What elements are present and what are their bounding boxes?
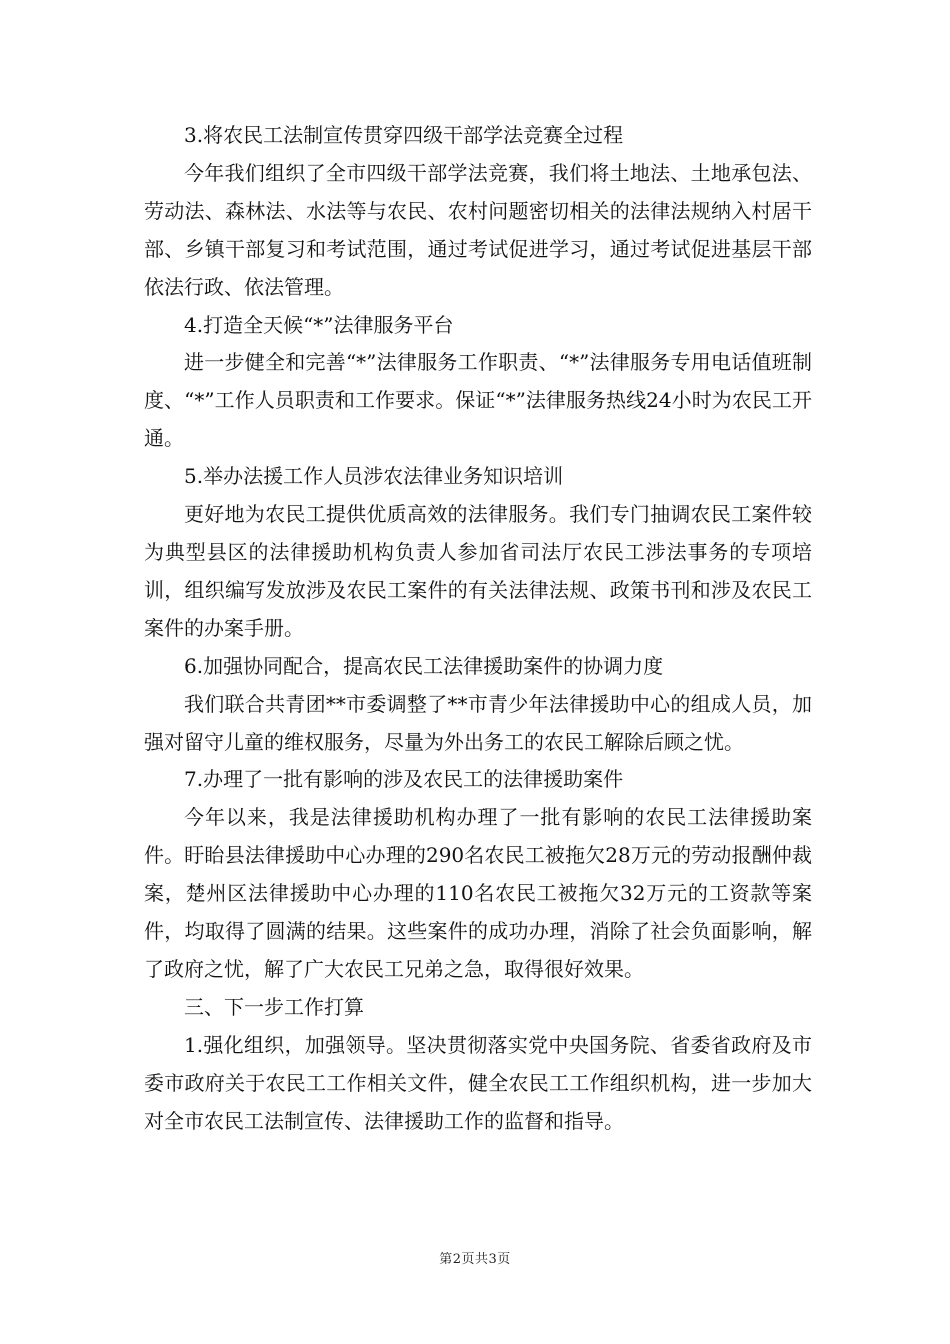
heading-item-5: 5.举办法援工作人员涉农法律业务知识培训 bbox=[184, 464, 564, 489]
document-body bbox=[144, 117, 812, 1140]
body-paragraph: 今年我们组织了全市四级干部学法竞赛，我们将土地法、土地承包法、劳动法、森林法、水法等与农民、农村问题密切相关的法律法规纳入村居干部、乡镇干部复习和考试范围，通过考试促进学习，通过考试促进基层干部依法行政、依法管理。 bbox=[144, 160, 812, 299]
heading-item-6: 6.加强协同配合，提高农民工法律援助案件的协调力度 bbox=[184, 653, 664, 678]
body-paragraph: 1.强化组织，加强领导。坚决贯彻落实党中央国务院、省委省政府及市委市政府关于农民工工作相关文件，健全农民工工作组织机构，进一步加大对全市农民工法制宣传、法律援助工作的监督和指导。 bbox=[144, 1032, 812, 1133]
body-paragraph: 更好地为农民工提供优质高效的法律服务。我们专门抽调农民工案件较为典型县区的法律援助机构负责人参加省司法厅农民工涉法事务的专项培训，组织编写发放涉及农民工案件的有关法律法规、政策书刊和涉及农民工案件的办案手册。 bbox=[144, 502, 812, 640]
page-number-footer: 第2页共3页 bbox=[439, 1252, 511, 1267]
heading-item-3: 3.将农民工法制宣传贯穿四级干部学法竞赛全过程 bbox=[184, 123, 624, 147]
body-paragraph: 进一步健全和完善“*”法律服务工作职责、“*”法律服务专用电话值班制度、“*”工作人员职责和工作要求。保证“*”法律服务热线24小时为农民工开通。 bbox=[144, 350, 812, 451]
body-paragraph: 今年以来，我是法律援助机构办理了一批有影响的农民工法律援助案件。盱眙县法律援助中心办理的290名农民工被拖欠28万元的劳动报酬仲裁案，楚州区法律援助中心办理的110名农民工被拖欠32万元的工资款等案件，均取得了圆满的结果。这些案件的成功办理，消除了社会负面影响，解了政府之忧，解了广大农民工兄弟之急，取得很好效果。 bbox=[144, 805, 812, 981]
heading-item-4: 4.打造全天候“*”法律服务平台 bbox=[184, 312, 454, 337]
body-paragraph: 我们联合共青团**市委调整了**市青少年法律援助中心的组成人员，加强对留守儿童的维权服务，尽量为外出务工的农民工解除后顾之忧。 bbox=[144, 691, 812, 754]
heading-item-7: 7.办理了一批有影响的涉及农民工的法律援助案件 bbox=[184, 767, 624, 792]
section-heading-3: 三、下一步工作打算 bbox=[184, 994, 364, 1019]
